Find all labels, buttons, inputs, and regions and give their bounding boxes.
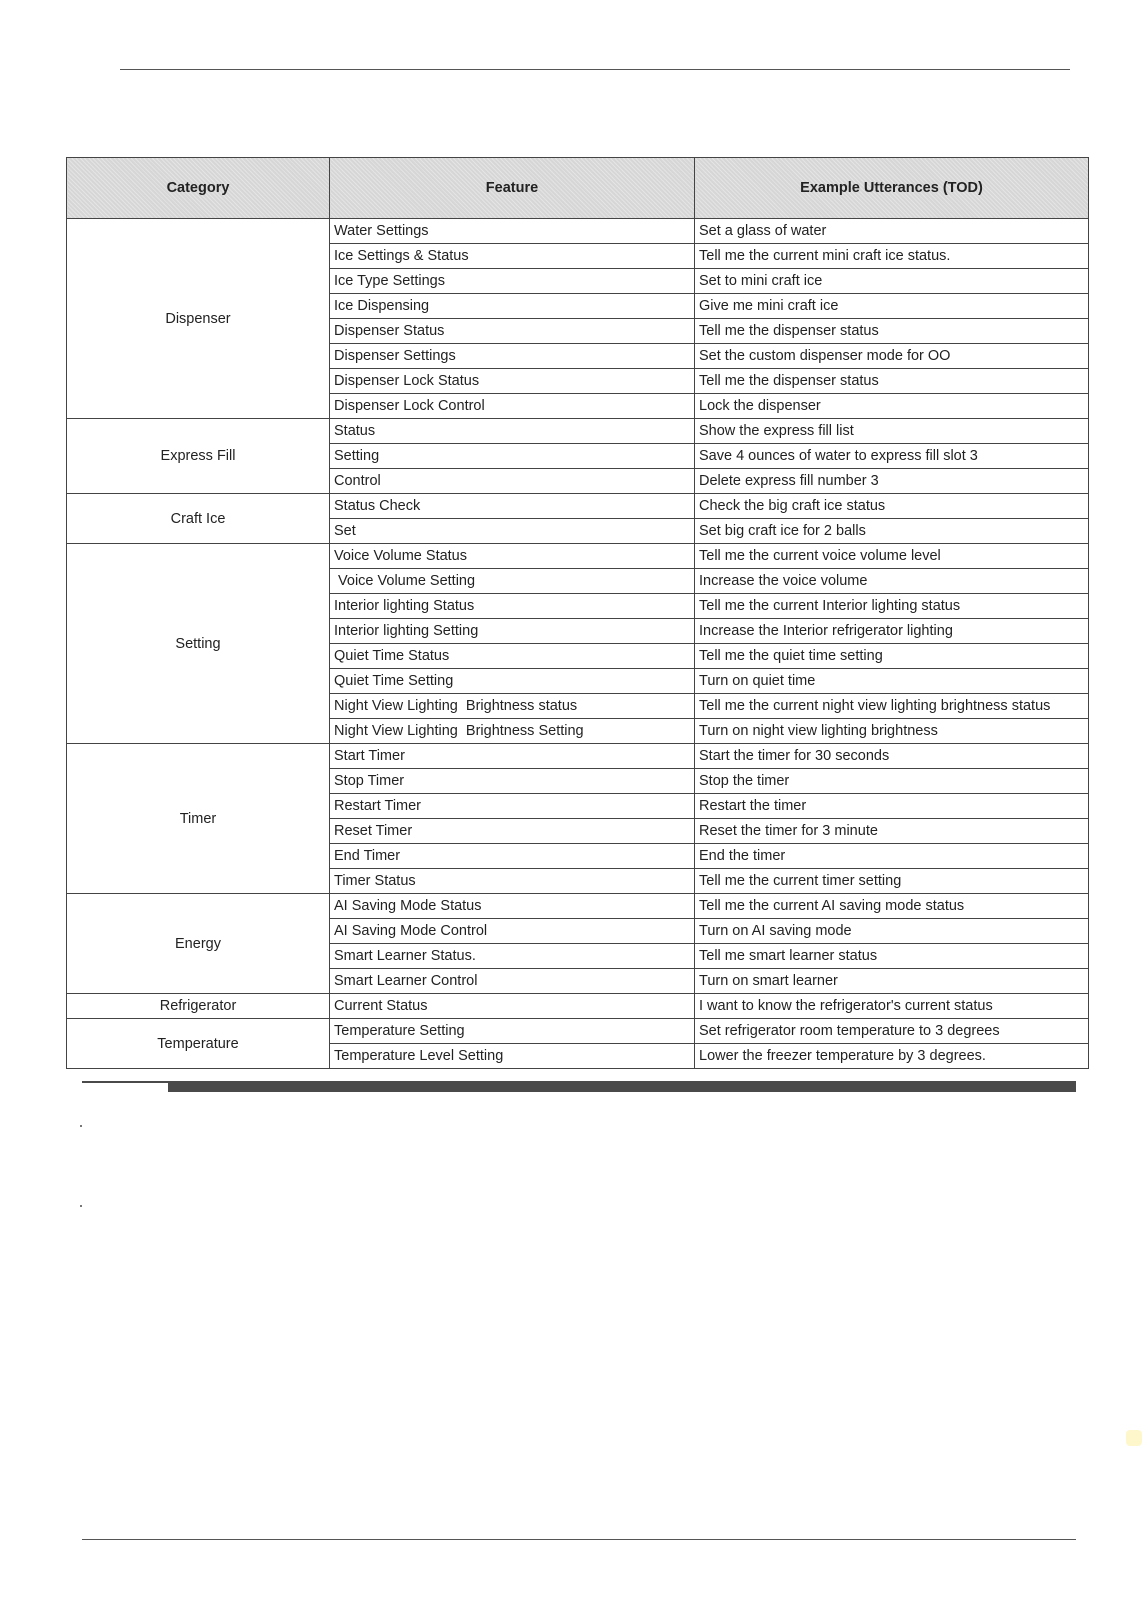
feature-cell: Control [330, 469, 695, 494]
footer-band-thin [82, 1081, 168, 1083]
table-row [67, 994, 1089, 1019]
utterance-cell: I want to know the refrigerator's current status [695, 994, 1089, 1019]
utterance-cell: Increase the voice volume [695, 569, 1089, 594]
table-row [67, 419, 1089, 444]
feature-cell: Quiet Time Setting [330, 669, 695, 694]
utterance-cell: Stop the timer [695, 769, 1089, 794]
table-row [67, 744, 1089, 769]
utterance-cell: Tell me smart learner status [695, 944, 1089, 969]
feature-cell: Smart Learner Status. [330, 944, 695, 969]
feature-cell: Temperature Setting [330, 1019, 695, 1044]
feature-cell: Water Settings [330, 219, 695, 244]
feature-cell: Set [330, 519, 695, 544]
feature-cell: AI Saving Mode Status [330, 894, 695, 919]
utterance-cell: Reset the timer for 3 minute [695, 819, 1089, 844]
feature-cell: Interior lighting Status [330, 594, 695, 619]
utterance-cell: Tell me the current timer setting [695, 869, 1089, 894]
feature-cell: Setting [330, 444, 695, 469]
utterance-cell: End the timer [695, 844, 1089, 869]
utterance-cell: Turn on smart learner [695, 969, 1089, 994]
feature-cell: Timer Status [330, 869, 695, 894]
utterance-cell: Lock the dispenser [695, 394, 1089, 419]
utterance-cell: Turn on night view lighting brightness [695, 719, 1089, 744]
feature-cell: Dispenser Status [330, 319, 695, 344]
utterance-cell: Restart the timer [695, 794, 1089, 819]
category-cell: Energy [67, 894, 330, 994]
feature-cell: Temperature Level Setting [330, 1044, 695, 1069]
category-cell: Timer [67, 744, 330, 894]
feature-cell: Restart Timer [330, 794, 695, 819]
page-dot [80, 1125, 82, 1127]
header-rule [120, 69, 1070, 70]
utterance-cell: Tell me the dispenser status [695, 369, 1089, 394]
feature-cell: Dispenser Settings [330, 344, 695, 369]
utterance-cell: Lower the freezer temperature by 3 degrees. [695, 1044, 1089, 1069]
utterance-cell: Show the express fill list [695, 419, 1089, 444]
feature-cell: Start Timer [330, 744, 695, 769]
header-category: Category [67, 158, 330, 219]
page-dot [80, 1205, 82, 1207]
table-header-row [67, 158, 1089, 219]
feature-cell: AI Saving Mode Control [330, 919, 695, 944]
page-marker [1126, 1430, 1142, 1446]
utterance-cell: Set to mini craft ice [695, 269, 1089, 294]
feature-cell: Stop Timer [330, 769, 695, 794]
utterance-table [66, 157, 1089, 1069]
feature-cell: Status [330, 419, 695, 444]
feature-cell: Ice Settings & Status [330, 244, 695, 269]
feature-cell: Smart Learner Control [330, 969, 695, 994]
category-cell: Dispenser [67, 219, 330, 419]
header-example-utterances: Example Utterances (TOD) [695, 158, 1089, 219]
utterance-cell: Set big craft ice for 2 balls [695, 519, 1089, 544]
utterance-cell: Set refrigerator room temperature to 3 degrees [695, 1019, 1089, 1044]
feature-cell: Dispenser Lock Control [330, 394, 695, 419]
header-feature: Feature [330, 158, 695, 219]
utterance-cell: Set the custom dispenser mode for OO [695, 344, 1089, 369]
utterance-cell: Increase the Interior refrigerator lighting [695, 619, 1089, 644]
table-row [67, 219, 1089, 244]
utterance-cell: Tell me the current mini craft ice status. [695, 244, 1089, 269]
feature-cell: Dispenser Lock Status [330, 369, 695, 394]
category-cell: Temperature [67, 1019, 330, 1069]
utterance-cell: Check the big craft ice status [695, 494, 1089, 519]
utterance-cell: Tell me the current night view lighting brightness status [695, 694, 1089, 719]
feature-cell: Night View Lighting Brightness status [330, 694, 695, 719]
utterance-cell: Tell me the current Interior lighting status [695, 594, 1089, 619]
utterance-cell: Tell me the dispenser status [695, 319, 1089, 344]
table-row [67, 494, 1089, 519]
footer-band [168, 1081, 1076, 1092]
feature-cell: Current Status [330, 994, 695, 1019]
feature-cell: End Timer [330, 844, 695, 869]
utterance-cell: Delete express fill number 3 [695, 469, 1089, 494]
table-body [67, 219, 1089, 1069]
category-cell: Refrigerator [67, 994, 330, 1019]
feature-cell: Ice Type Settings [330, 269, 695, 294]
feature-cell: Reset Timer [330, 819, 695, 844]
utterance-cell: Tell me the quiet time setting [695, 644, 1089, 669]
utterance-cell: Start the timer for 30 seconds [695, 744, 1089, 769]
utterance-cell: Turn on AI saving mode [695, 919, 1089, 944]
utterance-cell: Turn on quiet time [695, 669, 1089, 694]
feature-cell: Night View Lighting Brightness Setting [330, 719, 695, 744]
category-cell: Express Fill [67, 419, 330, 494]
utterance-cell: Save 4 ounces of water to express fill slot 3 [695, 444, 1089, 469]
feature-cell: Ice Dispensing [330, 294, 695, 319]
utterance-cell: Give me mini craft ice [695, 294, 1089, 319]
utterance-cell: Tell me the current voice volume level [695, 544, 1089, 569]
category-cell: Setting [67, 544, 330, 744]
feature-cell: Interior lighting Setting [330, 619, 695, 644]
table-row [67, 1019, 1089, 1044]
feature-cell: Voice Volume Status [330, 544, 695, 569]
utterance-cell: Set a glass of water [695, 219, 1089, 244]
category-cell: Craft Ice [67, 494, 330, 544]
utterance-cell: Tell me the current AI saving mode status [695, 894, 1089, 919]
table-row [67, 544, 1089, 569]
feature-cell: Quiet Time Status [330, 644, 695, 669]
feature-cell: Status Check [330, 494, 695, 519]
table-row [67, 894, 1089, 919]
feature-cell: Voice Volume Setting [330, 569, 695, 594]
footer-rule [82, 1539, 1076, 1540]
